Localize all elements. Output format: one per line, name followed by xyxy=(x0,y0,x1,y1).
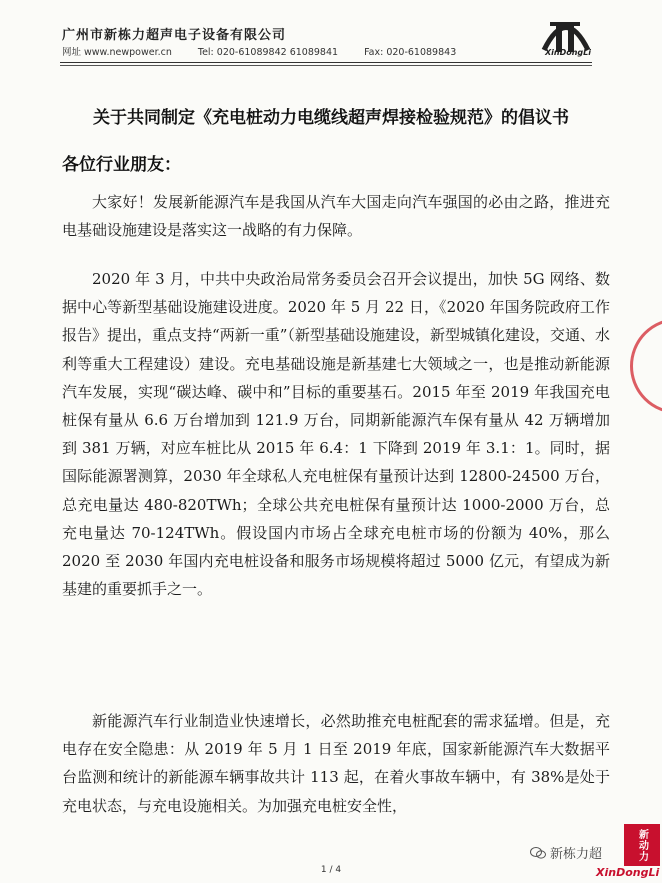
page-number: 1 / 4 xyxy=(320,865,342,875)
fax: Fax: 020-61089843 xyxy=(364,47,457,58)
contact-line xyxy=(62,44,482,58)
red-seal-stamp xyxy=(630,318,662,414)
telephone: Tel: 020-61089842 61089841 xyxy=(197,47,339,58)
wechat-watermark xyxy=(530,843,602,862)
wechat-icon xyxy=(530,846,546,860)
brand-text: XinDongLi xyxy=(596,866,660,879)
paragraph-policy: 2020 年 3 月，中共中央政治局常务委员会召开会议提出，加快 5G 网络、数据中心等新型基础设施建设进度。2020 年 5 月 22 日，《2020 年国务院政府工作报告》提出，重点支持“两新一重”（新型基础设施建设，新型城镇化建设，交通、水利等重大工程建设）建设。充电基础设施是新基建七大领域之一，也是推动新能源汽车发展，实现“碳达峰、碳中和”目标的重要基石。2015 年至 2019 年我国充电桩保有量从 6.6 万台增加到 121.9 万台，同期新能源汽车保有量从 42 万辆增加到 381 万辆，对应车桩比从 2015 年 6.4：1 下降到 2019 年 3.1：1。同时，据国际能源署测算，2030 年全球私人充电桩保有量预计达到 12800-24500 万台，总充电量达 480-820TWh；全球公共充电桩保有量预计达 1000-2000 万台，总充电量达 70-124TWh。假设国内市场占全球充电桩市场的份额为 40%，那么 2020 至 2030 年国内充电桩设备和服务市场规模将超过 5000 亿元，有望成为新基建的重要抓手之一。 xyxy=(62,270,610,599)
wechat-account-label: 新栋力超 xyxy=(550,847,603,862)
website: 网址 www.newpower.cn xyxy=(62,47,172,58)
salutation: 各位行业朋友： xyxy=(62,155,181,175)
logo-text: XinDongLi xyxy=(544,48,591,57)
document-title: 关于共同制定《充电桩动力电缆线超声焊接检验规范》的倡议书 xyxy=(93,108,569,128)
header-rule-thin xyxy=(60,65,592,66)
header-rule xyxy=(60,62,592,63)
company-name: 广州市新栋力超声电子设备有限公司 xyxy=(62,28,287,43)
paragraph-intro: 大家好！发展新能源汽车是我国从汽车大国走向汽车强国的必由之路，推进充电基础设施建设是落实这一战略的有力保障。 xyxy=(62,193,610,240)
paragraph-safety: 新能源汽车行业制造业快速增长，必然助推充电桩配套的需求猛增。但是，充电存在安全隐患：从 2019 年 5 月 1 日至 2019 年底，国家新能源汽车大数据平台监测和统计的新能源车辆事故共计 113 起，在着火事故车辆中，有 38%是处于充电状态，与充电设施相关。为加强充电桩安全性， xyxy=(62,712,610,815)
brand-badge: 新动力 xyxy=(624,824,660,866)
